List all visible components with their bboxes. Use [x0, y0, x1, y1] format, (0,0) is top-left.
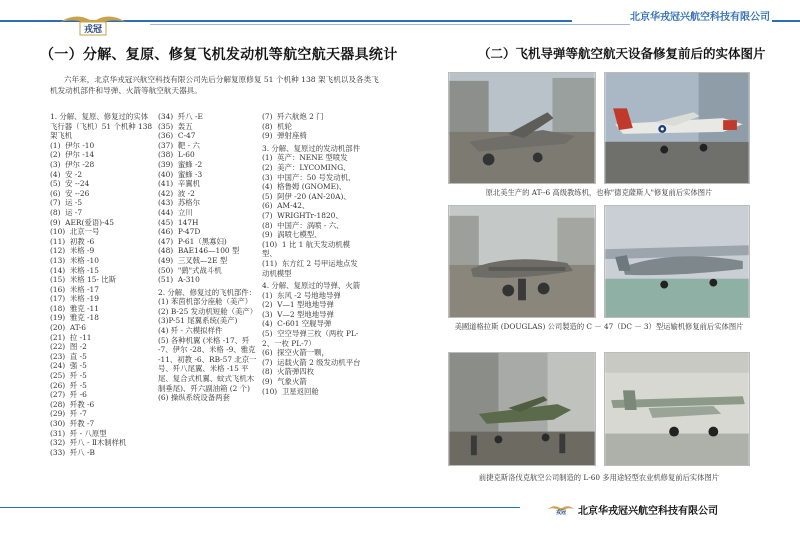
- list-item: (7) WRIGHTr-1820、: [262, 210, 343, 220]
- list-item: (34) 歼八 -E: [158, 112, 203, 121]
- list-item: (31) 歼 - 八原型: [50, 428, 107, 438]
- list-item: (25) 歼 -5: [50, 371, 87, 381]
- l60-after-photo: [604, 352, 750, 466]
- list-item: (11) 初教 -6: [50, 236, 95, 246]
- list-item: (4) 歼 - 六模拟样件: [158, 326, 223, 336]
- list-item: (18) 雅克 -11: [50, 303, 99, 313]
- list-item: (3) 中国产：50 号发动机、: [262, 172, 356, 182]
- list-item: (30) 歼教 -7: [50, 419, 95, 428]
- header-rule-thin: [150, 24, 630, 25]
- list-item: (36) C-47: [158, 131, 196, 141]
- list-item: (1) 伊尔 -10: [50, 140, 95, 150]
- list-item: (4) C-601 空舰导弹: [262, 319, 332, 329]
- list-item: (15) 米格 15- 比斯: [50, 275, 117, 285]
- caption-l60: 前捷克斯洛伐克航空公司制造的 L-60 多用途轻型农业机修复前后实体图片: [478, 473, 720, 482]
- list-item: (7) 歼六航炮 2 门: [262, 112, 324, 121]
- l60-before-photo: [448, 352, 596, 466]
- list-item: (1) 东风 -2 号地地导弹: [262, 290, 341, 300]
- footer-logo-text: 戎冠: [555, 510, 567, 515]
- list-item: 2. 分解、修复过的飞机部件：: [158, 287, 257, 297]
- list-item: (8) 火箭弹四枚: [262, 367, 315, 377]
- list-item: (9) AER(爱语)-45: [50, 217, 114, 227]
- list-item: (50) "鹞"式战斗机: [158, 265, 222, 275]
- list-column-1: [50, 112, 155, 457]
- list-item: (27) 歼 -6: [50, 390, 87, 400]
- list-item: (5) 各种机翼 (米格 -17、歼 -7、伊尔 -28、米格 -9、雅克 -11、初教 -6、RB-57 北京一号、歼八尾翼、米格 -15 平尾、复合式机翼、蚊式飞机木制垂尾)、歼六副油箱 (2 个): [158, 335, 258, 393]
- right-section-title: （二）飞机导弹等航空航天设备修复前后的实体图片: [478, 46, 766, 61]
- list-item: (21) 拉 -11: [50, 332, 92, 342]
- at6-after-photo: [604, 72, 750, 184]
- list-column-3: [262, 112, 362, 396]
- list-item: (32) 歼八 - Ⅱ木制样机: [50, 438, 127, 448]
- list-item: (6) AM-42、: [262, 201, 310, 211]
- list-item: (2) 美产：LYCOMING、: [262, 162, 351, 172]
- list-item: (8) 中国产：涡喷 - 六、: [262, 220, 344, 230]
- footer-logo: [547, 503, 575, 515]
- list-item: (9) 弹射座椅: [262, 131, 307, 141]
- list-column-2: [158, 112, 258, 403]
- list-item: (29) 歼 -7: [50, 409, 87, 419]
- list-item: (24) 强 -5: [50, 361, 87, 371]
- logo-text: 戎冠: [83, 25, 103, 35]
- company-name-bottom: 北京华戎冠兴航空科技有限公司: [578, 506, 718, 517]
- list-item: (2) 伊尔 -14: [50, 150, 95, 160]
- list-item: (2) V—1 型地地导弹: [262, 300, 334, 310]
- list-item: (1) 英产：NENE 型喷发: [262, 153, 348, 163]
- list-item: (14) 米格 -15: [50, 265, 99, 275]
- list-item: (19) 雅克 -18: [50, 313, 99, 323]
- list-item: (47) P-61（黑寡妇): [158, 236, 227, 246]
- list-item: (8) 机轮: [262, 121, 292, 131]
- list-item: (9) 涡喷七模型、: [262, 230, 322, 240]
- list-item: (48) BAE146—100 型: [158, 246, 240, 256]
- list-item: (22) 图 -2: [50, 342, 87, 352]
- caption-c47: 美國道格拉斯 (DOUGLAS) 公司製造的 C － 47（DC － 3）型运输机修复前后实体图片: [454, 322, 744, 331]
- list-item: (43) 苏格尔: [158, 198, 201, 208]
- list-item: (4) 格鲁姆 (GNOME)、: [262, 182, 347, 192]
- list-item: (7) 运载火箭 2 级发动机平台: [262, 357, 361, 367]
- list-item: (4) 安 -2: [50, 169, 83, 179]
- list-item: 3. 分解、复原过的发动机部件: [262, 143, 361, 153]
- list-item: (3) V—2 型地地导弹: [262, 309, 334, 319]
- list-item: (5) 阿伊 -20 (AN-20A)、: [262, 191, 351, 201]
- list-item: (38) L-60: [158, 150, 195, 160]
- list-item: (10) 卫星返回舱: [262, 386, 319, 396]
- list-item: (10) 北京一号: [50, 227, 100, 237]
- list-item: (3) 伊尔 -28: [50, 159, 95, 169]
- list-item: (6) 操纵系统设备两套: [158, 393, 230, 403]
- list-item: (37) 靶 - 六: [158, 140, 200, 150]
- list-item: (2) B-25 发动机短舱（美产）: [158, 306, 258, 316]
- list-item: (41) 辛翼机: [158, 179, 201, 189]
- list-item: (16) 米格 -17: [50, 284, 99, 294]
- list-item: (46) P-47D: [158, 227, 201, 237]
- list-item: (26) 歼 -5: [50, 380, 87, 390]
- list-item: (33) 歼八 -B: [50, 447, 95, 457]
- list-item: (8) 运 -7: [50, 207, 83, 217]
- company-logo: [58, 8, 128, 38]
- list-item: 1. 分解、复原、修复过的实体飞行器（飞机）51 个机种 138 架飞机: [50, 112, 155, 141]
- list-item: (51) A-310: [158, 275, 200, 285]
- list-item: (5) 安 --24: [50, 179, 90, 189]
- list-item: (39) 蜜蜂 -2: [158, 159, 203, 169]
- list-item: (42) 波 -2: [158, 188, 195, 198]
- c47-after-photo: [604, 205, 750, 318]
- list-item: (11) 东方红 2 号甲运地点发动机模型: [262, 258, 358, 278]
- list-item: (10) 1 比 1 航天发动机模型、: [262, 239, 351, 259]
- at6-before-photo: [448, 72, 596, 184]
- c47-before-photo: [448, 205, 596, 318]
- list-item: (6) 安 --26: [50, 188, 90, 198]
- list-item: (49) 三叉戟—2E 型: [158, 255, 228, 265]
- list-item: (40) 蜜蜂 -3: [158, 169, 203, 179]
- list-item: (6) 探空火箭一颗，: [262, 348, 329, 358]
- list-item: (28) 歼教 -6: [50, 399, 95, 409]
- list-item: (17) 米格 -19: [50, 294, 99, 304]
- list-item: (20) AT-6: [50, 323, 86, 333]
- list-item: (9) 气象火箭: [262, 377, 307, 387]
- list-item: (7) 运 -5: [50, 198, 83, 208]
- list-item: (5) 空空导弹三枚（两枚 PL-2、一枚 PL-7）: [262, 329, 359, 348]
- caption-at6: 原北美生产的 AT--6 高级教练机，也称"德克薩斯人"修复前后实体图片: [485, 188, 713, 197]
- list-item: (23) 直 -5: [50, 351, 87, 361]
- list-item: (13) 米格 -10: [50, 255, 99, 265]
- list-item: (45) 147H: [158, 217, 199, 227]
- left-section-title: （一）分解、复原、修复飞机发动机等航空航天器具统计: [40, 47, 398, 63]
- list-item: 4. 分解、复原过的导弹、火箭: [262, 281, 361, 291]
- list-item: (3)P-51 尾翼系统(美产): [158, 316, 238, 326]
- list-item: (1) 苯茵机部分座舱（美产）: [158, 297, 253, 307]
- list-item: (35) 轰五: [158, 121, 193, 131]
- intro-paragraph: 六年来，北京华戎冠兴航空科技有限公司先后分解复原修复 51 个机种 138 架飞机以及各类飞机发动机部件和导弹、火箭等航空航天器具。: [50, 75, 379, 95]
- company-name-top: 北京华戎冠兴航空科技有限公司: [572, 8, 772, 24]
- list-item: (12) 米格 -9: [50, 246, 95, 256]
- list-item: (44) 立川: [158, 207, 193, 217]
